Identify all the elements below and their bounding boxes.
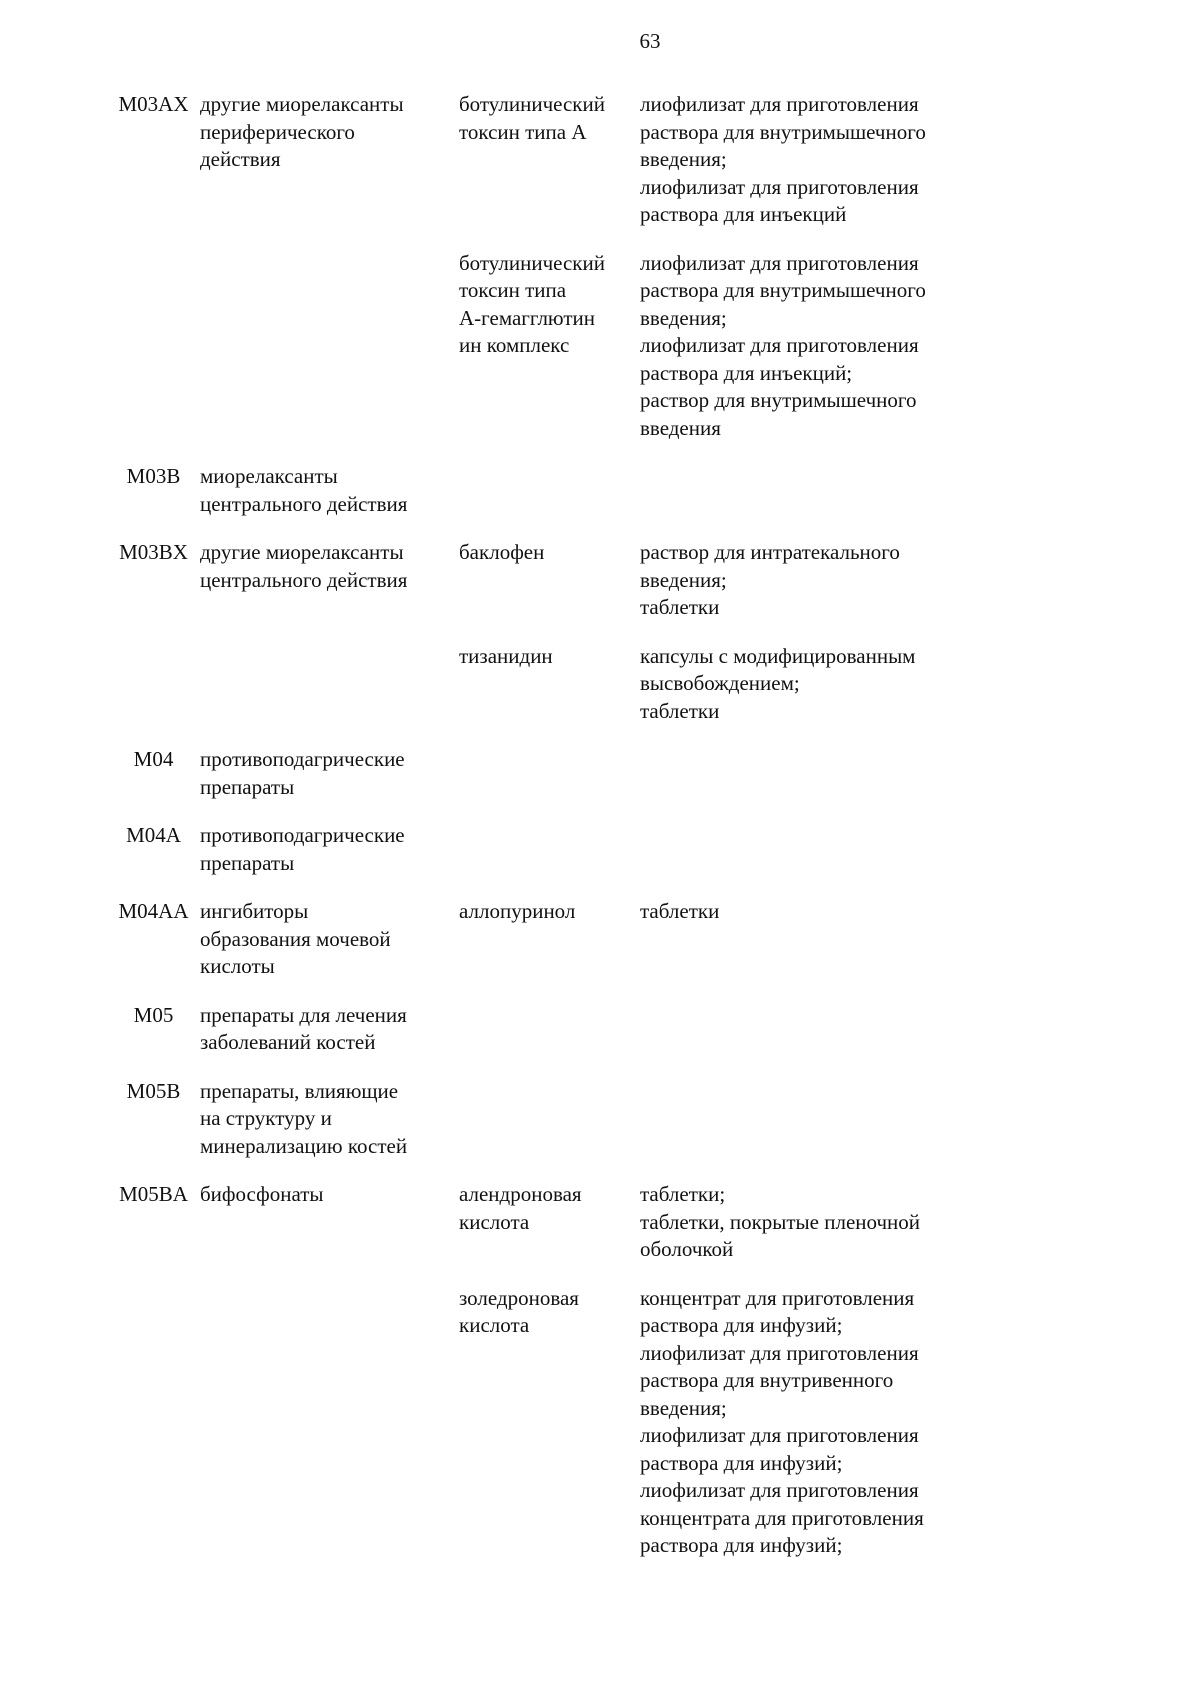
- pharmacological-group: [197, 822, 459, 877]
- dosage-form-line: введения;: [640, 147, 727, 171]
- dosage-form-line: высвобождением;: [640, 671, 800, 695]
- dosage-form: [640, 898, 1010, 981]
- dosage-form-line: таблетки: [640, 899, 720, 923]
- dosage-form-line: оболочкой: [640, 1237, 734, 1261]
- pharmacological-group: [197, 1181, 459, 1264]
- dosage-form: [640, 539, 1010, 622]
- dosage-form-line: лиофилизат для приготовления: [640, 250, 919, 275]
- pharmacological-group-line: ингибиторы: [200, 899, 309, 923]
- pharmacological-group-line: противоподагрические: [200, 823, 405, 847]
- pharmacological-group-line: препараты для лечения: [200, 1002, 407, 1027]
- pharmacological-group: [197, 539, 459, 622]
- dosage-form: [640, 1285, 1010, 1560]
- dosage-form-line: раствора для инфузий;: [640, 1313, 843, 1337]
- pharmacological-group-line: противоподагрические: [200, 747, 405, 771]
- dosage-form-line: лиофилизат для приготовления: [640, 174, 919, 199]
- drug-name-line: ин комплекс: [459, 333, 570, 357]
- table-row: [110, 250, 1010, 443]
- dosage-form-line: концентрат для приготовления: [640, 1285, 915, 1310]
- dosage-form-line: таблетки: [640, 595, 720, 619]
- pharmacological-group: [197, 746, 459, 801]
- atc-code: [110, 643, 197, 726]
- pharmacological-group: [197, 91, 459, 229]
- dosage-form-line: таблетки: [640, 698, 720, 723]
- atc-code: [110, 463, 197, 518]
- drug-name: [459, 250, 640, 443]
- atc-code-line: M04AA: [118, 899, 189, 923]
- pharmacological-group-line: действия: [200, 147, 281, 171]
- drug-name-line: аллопуринол: [459, 899, 576, 923]
- drug-name: [459, 746, 640, 801]
- table-row: [110, 1285, 1010, 1560]
- table-row: [110, 1181, 1010, 1264]
- pharmacological-group-line: центрального действия: [200, 567, 408, 592]
- dosage-form-line: таблетки;: [640, 1182, 726, 1206]
- atc-code: [110, 91, 197, 229]
- pharmacological-group: [197, 1078, 459, 1161]
- dosage-form-line: введения;: [640, 305, 727, 330]
- table-row: [110, 746, 1010, 801]
- atc-code-line: M04: [133, 747, 174, 771]
- drug-name-line: ботулинический: [459, 92, 605, 116]
- dosage-form-line: введения;: [640, 1395, 727, 1420]
- drug-name: [459, 463, 640, 518]
- drug-name: [459, 539, 640, 622]
- dosage-form-line: капсулы с модифицированным: [640, 643, 916, 668]
- dosage-form-line: раствора для инфузий;: [640, 1533, 843, 1557]
- atc-code: [110, 1002, 197, 1057]
- atc-code: [110, 1181, 197, 1264]
- pharmacological-group-line: препараты, влияющие: [200, 1078, 399, 1103]
- pharmacological-group-line: заболеваний костей: [200, 1030, 376, 1054]
- drug-name-line: алендроновая: [459, 1182, 582, 1206]
- drug-name-line: тизанидин: [459, 643, 553, 668]
- table-row: [110, 91, 1010, 229]
- drug-name-line: А-гемагглютин: [459, 305, 595, 330]
- dosage-form: [640, 91, 1010, 229]
- atc-code-line: M05BA: [119, 1182, 188, 1206]
- dosage-form-line: лиофилизат для приготовления: [640, 1423, 919, 1447]
- pharmacological-group-line: препараты: [200, 850, 295, 875]
- dosage-form-line: концентрата для приготовления: [640, 1505, 924, 1530]
- dosage-form: [640, 1002, 1010, 1057]
- drug-name-line: кислота: [459, 1313, 530, 1337]
- pharmacological-group: [197, 1002, 459, 1057]
- table-row: [110, 1002, 1010, 1057]
- pharmacological-group-line: образования мочевой: [200, 926, 391, 951]
- pharmacological-group-line: другие миорелаксанты: [200, 92, 404, 116]
- dosage-form-line: раствор для внутримышечного: [640, 388, 917, 412]
- drug-name: [459, 91, 640, 229]
- drug-name-line: ботулинический: [459, 250, 605, 275]
- drug-name-line: золедроновая: [459, 1285, 579, 1310]
- pharmacological-group-line: кислоты: [200, 954, 275, 978]
- dosage-form-line: лиофилизат для приготовления: [640, 92, 919, 116]
- pharmacological-group-line: минерализацию костей: [200, 1133, 408, 1158]
- drug-name: [459, 1002, 640, 1057]
- atc-code-line: M04A: [126, 823, 181, 847]
- atc-code: [110, 1285, 197, 1560]
- pharmacological-group-line: бифосфонаты: [200, 1182, 324, 1206]
- drug-name: [459, 643, 640, 726]
- dosage-form-line: лиофилизат для приготовления: [640, 333, 919, 357]
- drug-name: [459, 822, 640, 877]
- dosage-form-line: раствора для внутривенного: [640, 1368, 894, 1392]
- pharmacological-group: [197, 643, 459, 726]
- dosage-form-line: раствора для инфузий;: [640, 1450, 843, 1475]
- dosage-form: [640, 250, 1010, 443]
- table-row: [110, 822, 1010, 877]
- pharmacological-group-line: миорелаксанты: [200, 464, 338, 488]
- table-row: [110, 643, 1010, 726]
- table-row: [110, 1078, 1010, 1161]
- page-number: 63: [639, 29, 661, 53]
- atc-code-line: M03AX: [118, 92, 189, 116]
- atc-code: [110, 822, 197, 877]
- drug-name-line: токсин типа А: [459, 119, 587, 144]
- drug-name: [459, 898, 640, 981]
- dosage-form-line: введения: [640, 415, 721, 440]
- drug-name: [459, 1181, 640, 1264]
- pharmacological-group-line: периферического: [200, 119, 355, 144]
- pharmacological-group: [197, 898, 459, 981]
- atc-code: [110, 1078, 197, 1161]
- dosage-form-line: раствора для инъекций;: [640, 360, 853, 385]
- atc-code-line: M05B: [126, 1078, 181, 1103]
- dosage-form: [640, 463, 1010, 518]
- table-row: [110, 463, 1010, 518]
- dosage-form-line: раствора для внутримышечного: [640, 278, 926, 302]
- dosage-form-line: раствора для инъекций: [640, 202, 847, 226]
- table-row: [110, 539, 1010, 622]
- table-row: [110, 898, 1010, 981]
- dosage-form-line: таблетки, покрытые пленочной: [640, 1209, 921, 1234]
- drug-name-line: токсин типа: [459, 278, 567, 302]
- atc-code-line: M03BX: [119, 540, 188, 564]
- atc-table: [110, 91, 1010, 1581]
- atc-code-line: M03B: [126, 464, 181, 488]
- drug-name: [459, 1285, 640, 1560]
- dosage-form: [640, 822, 1010, 877]
- dosage-form-line: введения;: [640, 567, 727, 592]
- drug-name-line: баклофен: [459, 540, 545, 564]
- atc-code: [110, 898, 197, 981]
- atc-code: [110, 539, 197, 622]
- dosage-form: [640, 1078, 1010, 1161]
- atc-code: [110, 250, 197, 443]
- drug-name: [459, 1078, 640, 1161]
- pharmacological-group: [197, 250, 459, 443]
- atc-code-line: M05: [133, 1002, 174, 1027]
- dosage-form-line: лиофилизат для приготовления: [640, 1478, 919, 1502]
- atc-code: [110, 746, 197, 801]
- dosage-form: [640, 643, 1010, 726]
- pharmacological-group: [197, 463, 459, 518]
- dosage-form: [640, 1181, 1010, 1264]
- dosage-form: [640, 746, 1010, 801]
- dosage-form-line: раствор для интратекального: [640, 540, 900, 564]
- drug-name-line: кислота: [459, 1209, 530, 1234]
- pharmacological-group-line: препараты: [200, 774, 295, 799]
- pharmacological-group-line: центрального действия: [200, 491, 408, 516]
- pharmacological-group-line: на структуру и: [200, 1106, 332, 1130]
- pharmacological-group: [197, 1285, 459, 1560]
- pharmacological-group-line: другие миорелаксанты: [200, 540, 404, 564]
- dosage-form-line: раствора для внутримышечного: [640, 119, 926, 144]
- dosage-form-line: лиофилизат для приготовления: [640, 1340, 919, 1365]
